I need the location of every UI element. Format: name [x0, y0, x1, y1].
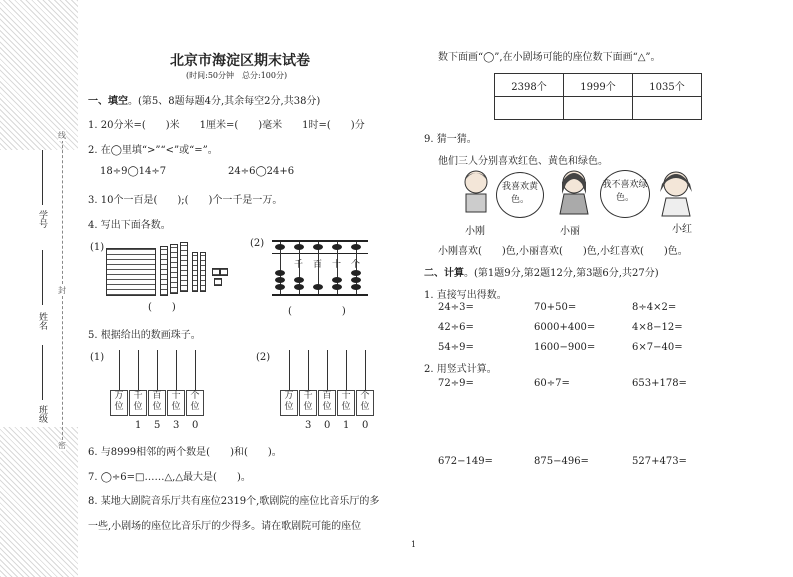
unit-cube-2 — [220, 268, 228, 276]
seal-mark-mi: 密 — [58, 441, 66, 450]
vertical-calc: 60÷7= — [534, 378, 570, 389]
question-8-line3: 数下面画“◯”,在小剧场可能的座位数下面画“△”。 — [438, 52, 661, 63]
digit: 3 — [173, 420, 180, 431]
oral-calc: 4×8−12= — [632, 322, 683, 333]
place-qian: 千位 — [129, 390, 147, 416]
abacus-bead — [294, 244, 304, 250]
abacus-label-qian: 千 — [294, 260, 304, 270]
abacus-bead — [294, 284, 304, 290]
vertical-calc: 653+178= — [632, 378, 687, 389]
q5-part1-label: (1) — [90, 352, 105, 363]
hatch-bottom — [0, 427, 78, 577]
abacus-bead — [351, 277, 361, 283]
exam-subtitle: (时间:50分钟 总分:100分) — [186, 71, 288, 80]
girl-figure-xiaohong — [656, 168, 696, 218]
name-xiaoli: 小丽 — [560, 226, 580, 237]
section-two-heading: 二、计算。(第1题9分,第2题12分,第3题6分,共27分) — [424, 268, 659, 279]
digit: 0 — [192, 420, 199, 431]
question-4: 4. 写出下面各数。 — [88, 220, 171, 231]
abacus-bead — [313, 244, 323, 250]
place-bai: 百位 — [148, 390, 166, 416]
place-shi: 十位 — [337, 390, 355, 416]
unit-cube-1 — [212, 268, 220, 276]
abacus-bead — [332, 277, 342, 283]
hundred-flat-2 — [170, 244, 178, 294]
abacus-label-bai: 百 — [313, 260, 323, 270]
hundred-flat-1 — [160, 246, 168, 296]
question-9-answer: 小刚喜欢( )色,小丽喜欢( )色,小红喜欢( )色。 — [438, 246, 688, 257]
question-9: 9. 猜一猜。 — [424, 134, 477, 145]
question-7: 7. ◯÷6=□……△,△最大是( )。 — [88, 472, 251, 483]
q4-part2-label: (2) — [250, 238, 265, 249]
place-bai: 百位 — [318, 390, 336, 416]
name-xiaogang: 小刚 — [465, 226, 485, 237]
student-id-label: 学号 — [37, 210, 47, 228]
abacus-bead — [351, 244, 361, 250]
abacus-bead — [275, 284, 285, 290]
oral-calc: 8÷4×2= — [632, 302, 677, 313]
place-ge: 个位 — [356, 390, 374, 416]
speech-bubble-xiaogang: 我喜欢黄色。 — [496, 172, 544, 218]
question-2: 2. 在◯里填“>”“<”或“=”。 — [88, 145, 218, 156]
name-xiaohong: 小红 — [672, 224, 692, 235]
seal-mark-feng: 封 — [58, 286, 66, 295]
place-wan: 万位 — [280, 390, 298, 416]
q5-part2-label: (2) — [256, 352, 271, 363]
oral-calc: 6×7−40= — [632, 342, 683, 353]
digit: 1 — [343, 420, 350, 431]
hatch-top — [0, 0, 78, 150]
abacus-bead — [351, 284, 361, 290]
binding-gutter — [0, 0, 78, 577]
oral-calc: 6000+400= — [534, 322, 596, 333]
digit: 0 — [324, 420, 331, 431]
boy-figure — [458, 168, 494, 216]
question-1: 1. 20分米=( )米 1厘米=( )毫米 1时=( )分 — [88, 120, 365, 131]
question-8-line2: 一些,小剧场的座位比音乐厅的少得多。请在歌剧院可能的座位 — [88, 521, 362, 532]
part-1-heading: 1. 直接写出得数。 — [424, 290, 507, 301]
class-label: 班级 — [37, 405, 47, 423]
abacus-bead — [275, 270, 285, 276]
girl-figure-xiaoli — [556, 168, 592, 216]
page-number: 1 — [411, 540, 417, 549]
question-2a: 18÷9◯14÷7 — [100, 166, 167, 177]
abacus-beam — [272, 253, 368, 254]
question-6: 6. 与8999相邻的两个数是( )和( )。 — [88, 447, 282, 458]
answer-cell[interactable] — [495, 97, 564, 120]
place-qian: 千位 — [299, 390, 317, 416]
unit-cube-3 — [214, 278, 222, 286]
speech-bubble-xiaoli: 我不喜欢绿色。 — [600, 170, 650, 218]
oral-calc: 42÷6= — [438, 322, 474, 333]
digit: 0 — [362, 420, 369, 431]
digit: 3 — [305, 420, 312, 431]
section-one-heading: 一、填空。(第5、8题每题4分,其余每空2分,共38分) — [88, 96, 321, 107]
question-3: 3. 10个一百是( );( )个一千是一万。 — [88, 195, 283, 206]
abacus-bead — [275, 277, 285, 283]
oral-calc: 54÷9= — [438, 342, 474, 353]
place-shi: 十位 — [167, 390, 185, 416]
answer-cell[interactable] — [564, 97, 633, 120]
answer-cell[interactable] — [633, 97, 702, 120]
abacus-top-bar — [272, 240, 368, 242]
hundred-flat-3 — [180, 242, 188, 292]
q4-part2-blank: ( ) — [288, 306, 346, 317]
abacus-bottom-bar — [272, 294, 368, 296]
seat-option: 2398个 — [495, 74, 564, 97]
oral-calc: 1600−900= — [534, 342, 596, 353]
vertical-calc: 72÷9= — [438, 378, 474, 389]
seal-mark-xian: 线 — [58, 131, 66, 140]
abacus-bead — [313, 284, 323, 290]
question-9-desc: 他们三人分别喜欢红色、黄色和绿色。 — [438, 156, 608, 167]
digit: 5 — [154, 420, 161, 431]
student-name-label: 姓名 — [37, 312, 47, 330]
vertical-calc: 672−149= — [438, 456, 493, 467]
digit: 1 — [135, 420, 142, 431]
ten-rod-1 — [192, 252, 198, 292]
seat-option: 1035个 — [633, 74, 702, 97]
abacus-bead — [351, 270, 361, 276]
abacus-bead — [294, 277, 304, 283]
vertical-calc: 875−496= — [534, 456, 589, 467]
exam-title: 北京市海淀区期末试卷 — [170, 53, 310, 69]
question-5: 5. 根据给出的数画珠子。 — [88, 330, 201, 341]
seat-table — [494, 73, 702, 120]
q4-part1-blank: ( ) — [148, 302, 176, 313]
oral-calc: 70+50= — [534, 302, 577, 313]
question-2b: 24÷6◯24+6 — [228, 166, 295, 177]
vertical-calc: 527+473= — [632, 456, 687, 467]
place-ge: 个位 — [186, 390, 204, 416]
question-8-line1: 8. 某地大剧院音乐厅共有座位2319个,歌剧院的座位比音乐厅的多 — [88, 496, 380, 507]
place-wan: 万位 — [110, 390, 128, 416]
ten-rod-2 — [200, 252, 206, 292]
q4-part1-label: (1) — [90, 242, 105, 253]
abacus-label-ge: 个 — [351, 260, 361, 270]
part-2-heading: 2. 用竖式计算。 — [424, 364, 497, 375]
abacus-bead — [332, 284, 342, 290]
abacus-label-shi: 十 — [332, 260, 342, 270]
abacus-bead — [332, 244, 342, 250]
abacus-bead — [275, 244, 285, 250]
thousand-cube — [106, 248, 156, 296]
seat-option: 1999个 — [564, 74, 633, 97]
oral-calc: 24÷3= — [438, 302, 474, 313]
